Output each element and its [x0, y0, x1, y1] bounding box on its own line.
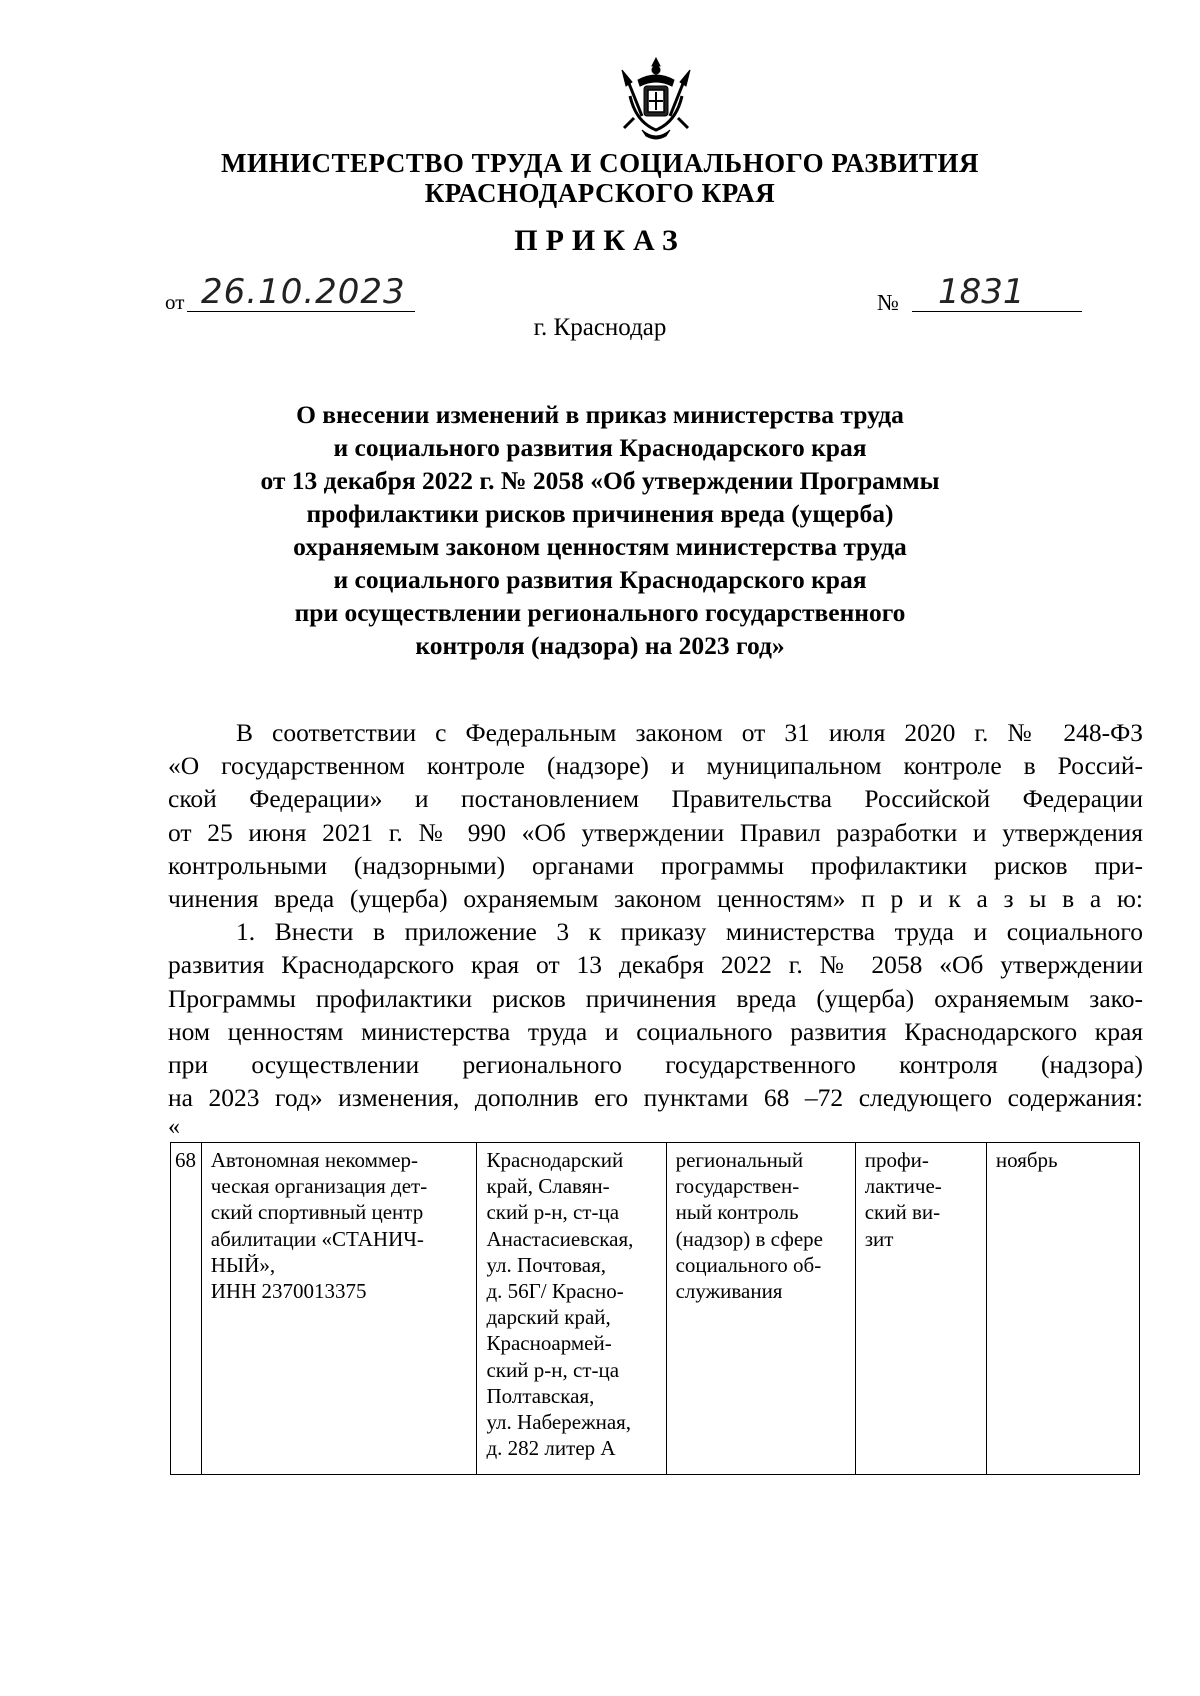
body-line: В соответствии с Федеральным законом от 31 июля 2020 г. № 248-ФЗ: [236, 718, 1143, 747]
date-value: 26.10.2023: [187, 272, 415, 312]
table-row: [171, 1143, 1140, 1475]
body-line: развития Краснодарского края от 13 декабря 2022 г. № 2058 «Об утверждении: [168, 950, 1143, 980]
body-line: ном ценностям министерства труда и социального развития Краснодарского края: [168, 1016, 1143, 1046]
body-line: Программы профилактики рисков причинения вреда (ущерба) охраняемым зако-: [168, 983, 1143, 1013]
body-line: «О государственном контроле (надзоре) и муниципальном контроле в Россий-: [168, 751, 1143, 781]
body-line: ской Федерации» и постановлением Правительства Российской Федерации: [168, 784, 1143, 814]
row-number: 68: [171, 1143, 202, 1475]
body-line: контрольными (надзорными) органами программы профилактики рисков при-: [168, 850, 1143, 880]
address-line: ский р-н, ст-ца: [486, 1357, 620, 1382]
organization-line: Автономная некоммер-: [210, 1148, 419, 1172]
month-cell: [986, 1143, 1139, 1475]
address-line: ул. Почтовая,: [486, 1252, 606, 1277]
body-line: от 25 июня 2021 г. № 990 «Об утверждении Правил разработки и утверждения: [168, 817, 1143, 847]
ministry-name-line2: КРАСНОДАРСКОГО КРАЯ: [424, 178, 776, 208]
measure-line: лактиче-: [864, 1174, 942, 1199]
organization-line: ский спортивный центр: [210, 1200, 424, 1225]
address-line: Полтавская,: [486, 1383, 595, 1408]
measure-line: профи-: [864, 1148, 929, 1172]
items-table: [170, 1142, 1140, 1475]
document-type: ПРИКАЗ: [514, 224, 686, 257]
number-label: №: [877, 290, 899, 315]
organization-cell: [201, 1143, 477, 1475]
address-line: Краснодарский: [486, 1148, 624, 1172]
control-type-line: служивания: [675, 1279, 783, 1304]
title-line: охраняемым законом ценностям министерства труда: [293, 532, 907, 561]
address-cell: [477, 1143, 666, 1475]
title-line: профилактики рисков причинения вреда (ущерба): [306, 499, 894, 528]
body-line: чинения вреда (ущерба) охраняемым законом ценностям» п р и к а з ы в а ю:: [168, 883, 1143, 913]
title-line: и социального развития Краснодарского края: [333, 565, 867, 594]
title-line: О внесении изменений в приказ министерства труда: [296, 400, 904, 429]
control-type-line: ный контроль: [675, 1200, 799, 1225]
control-type-cell: [666, 1143, 855, 1475]
control-type-line: социального об-: [675, 1252, 822, 1277]
measure-cell: [855, 1143, 986, 1475]
body-line: 1. Внести в приложение 3 к приказу министерства труда и социального: [236, 917, 1143, 947]
number-value: 1831: [912, 272, 1082, 312]
title-line: от 13 декабря 2022 г. № 2058 «Об утверждении Программы: [260, 466, 940, 495]
document-title: [200, 398, 1000, 662]
address-line: Красноармей-: [486, 1331, 612, 1356]
address-line: край, Славян-: [486, 1174, 610, 1199]
address-line: д. 56Г/ Красно-: [486, 1279, 624, 1304]
month-line: ноябрь: [995, 1148, 1058, 1172]
organization-line: абилитации «СТАНИЧ-: [210, 1226, 424, 1251]
measure-line: зит: [864, 1226, 894, 1251]
organization-line: ИНН 2370013375: [210, 1279, 367, 1304]
control-type-line: (надзор) в сфере: [675, 1226, 823, 1251]
opening-quote: «: [168, 1114, 180, 1140]
address-line: ул. Набережная,: [486, 1410, 632, 1435]
body-line: на 2023 год» изменения, дополнив его пунктами 68 –72 следующего содержания:: [168, 1083, 1143, 1113]
body-line: при осуществлении регионального государственного контроля (надзора): [168, 1049, 1143, 1079]
date-label: от: [165, 290, 185, 314]
organization-line: ческая организация дет-: [210, 1174, 428, 1199]
document-body: [168, 716, 1143, 1114]
measure-line: ский ви-: [864, 1200, 941, 1225]
address-line: д. 282 литер А: [486, 1436, 616, 1461]
address-line: Анастасиевская,: [486, 1226, 634, 1251]
control-type-line: государствен-: [675, 1174, 800, 1199]
title-line: контроля (надзора) на 2023 год»: [415, 631, 785, 660]
organization-line: НЫЙ»,: [210, 1252, 276, 1277]
city: г. Краснодар: [533, 314, 667, 341]
title-line: при осуществлении регионального государственного: [294, 598, 906, 627]
address-line: дарский край,: [486, 1305, 611, 1330]
title-line: и социального развития Краснодарского края: [333, 433, 867, 462]
ministry-name-line1: МИНИСТЕРСТВО ТРУДА И СОЦИАЛЬНОГО РАЗВИТИЯ: [221, 148, 979, 178]
address-line: ский р-н, ст-ца: [486, 1200, 620, 1225]
coat-of-arms-emblem: [616, 56, 696, 144]
control-type-line: региональный: [675, 1148, 804, 1172]
